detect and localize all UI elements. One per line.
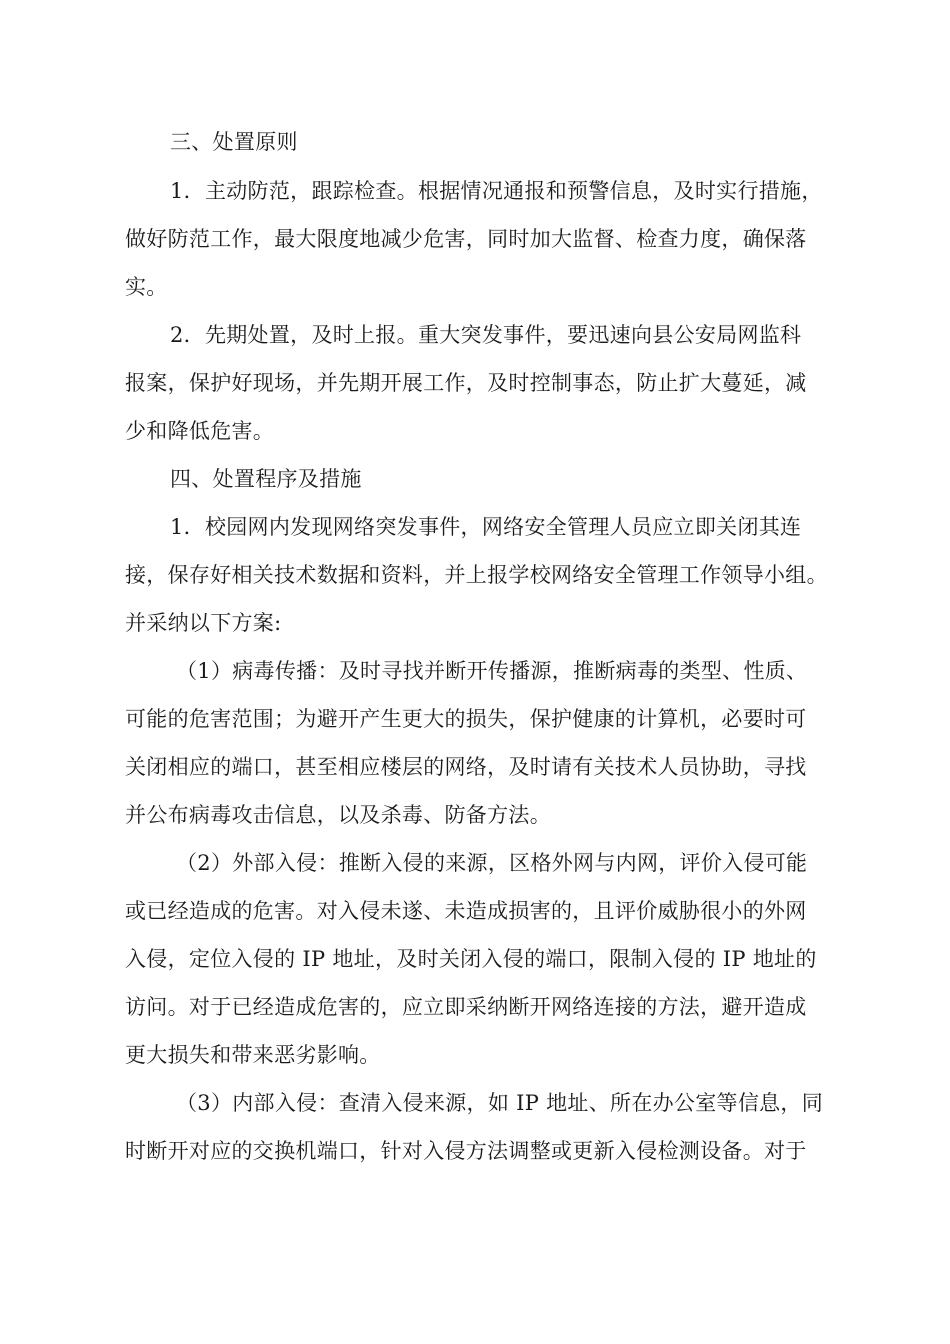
- paragraph-line: 1．校园网内发现网络突发事件，网络安全管理人员应立即关闭其连: [170, 515, 802, 539]
- section-heading-procedures: 四、处置程序及措施: [170, 467, 362, 491]
- paragraph-line: 并公布病毒攻击信息，以及杀毒、防备方法。: [125, 803, 551, 827]
- paragraph-line: （2）外部入侵：推断入侵的来源，区格外网与内网，评价入侵可能: [176, 851, 808, 875]
- paragraph-line: 1．主动防范，跟踪检查。根据情况通报和预警信息，及时实行措施，: [170, 179, 823, 203]
- paragraph-line: 接，保存好相关技术数据和资料，并上报学校网络安全管理工作领导小组。: [125, 563, 828, 587]
- paragraph-line: 访问。对于已经造成危害的，应立即采纳断开网络连接的方法，避开造成: [125, 995, 807, 1019]
- paragraph-line: 关闭相应的端口，甚至相应楼层的网络，及时请有关技术人员协助，寻找: [125, 755, 807, 779]
- paragraph-line: 并采纳以下方案:: [125, 611, 282, 635]
- paragraph-line: 时断开对应的交换机端口，针对入侵方法调整或更新入侵检测设备。对于: [125, 1139, 807, 1163]
- paragraph-line: 更大损失和带来恶劣影响。: [125, 1043, 381, 1067]
- paragraph-line: 可能的危害范围；为避开产生更大的损失，保护健康的计算机，必要时可: [125, 707, 807, 731]
- paragraph-line: 报案，保护好现场，并先期开展工作，及时控制事态，防止扩大蔓延，减: [125, 371, 807, 395]
- section-heading-principles: 三、处置原则: [170, 130, 298, 154]
- paragraph-line: 或已经造成的危害。对入侵未遂、未造成损害的，且评价威胁很小的外网: [125, 899, 807, 923]
- paragraph-line: （1）病毒传播：及时寻找并断开传播源，推断病毒的类型、性质、: [176, 659, 808, 683]
- paragraph-line: 实。: [125, 275, 168, 299]
- paragraph-line: 2．先期处置，及时上报。重大突发事件，要迅速向县公安局网监科: [170, 323, 802, 347]
- paragraph-line: （3）内部入侵：查清入侵来源，如 IP 地址、所在办公室等信息，同: [176, 1091, 824, 1115]
- paragraph-line: 入侵，定位入侵的 IP 地址，及时关闭入侵的端口，限制入侵的 IP 地址的: [125, 947, 817, 971]
- paragraph-line: 做好防范工作，最大限度地减少危害，同时加大监督、检查力度，确保落: [125, 227, 807, 251]
- paragraph-line: 少和降低危害。: [125, 419, 275, 443]
